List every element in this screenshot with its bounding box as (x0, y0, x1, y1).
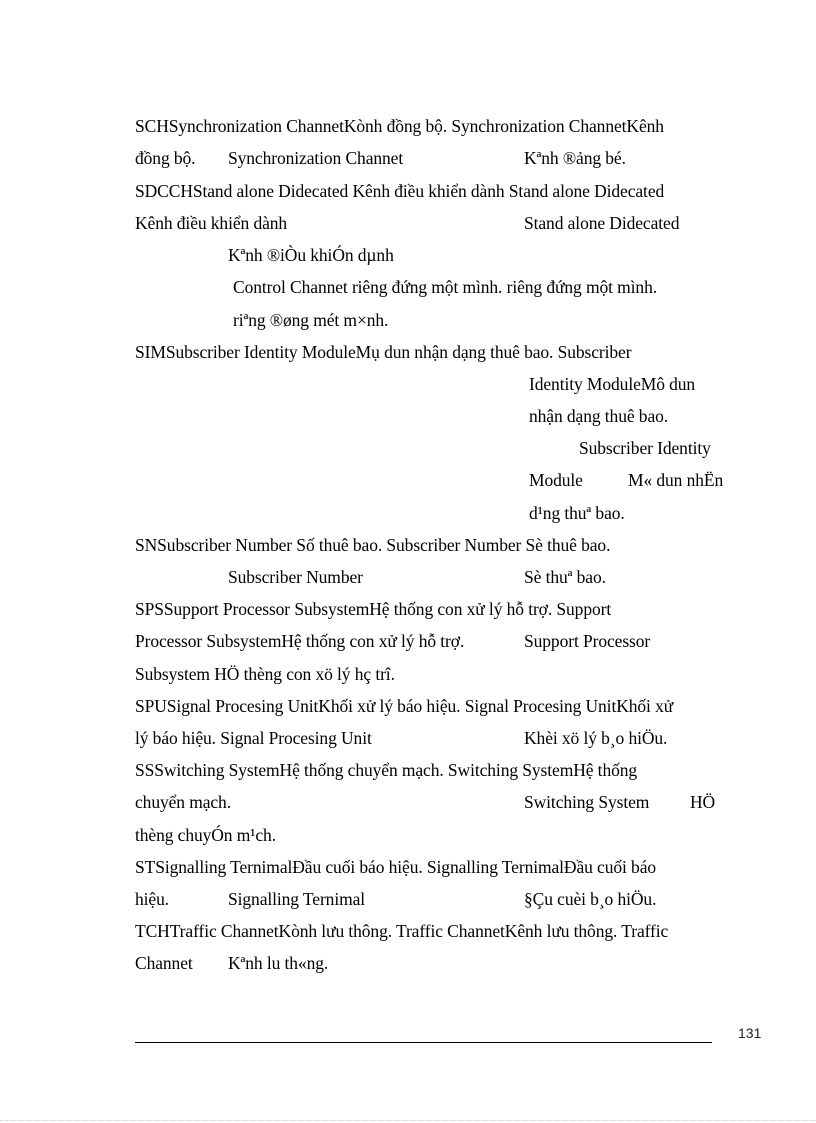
text-line: thèng chuyÓn m¹ch. (135, 825, 276, 845)
text-line: Switching System (524, 792, 650, 812)
text-line: M« dun nhËn (628, 470, 724, 490)
text-line: Subsystem HÖ thèng con xö lý hç trî. (135, 664, 395, 684)
text-line: TCHTraffic ChannetKònh lưu thông. Traffic ChannetKênh lưu thông. Traffic (135, 921, 669, 941)
text-line: Support Processor (524, 631, 651, 651)
text-line: SCHSynchronization ChannetKònh đồng bộ. Synchronization ChannetKênh (135, 116, 664, 136)
text-line: Synchronization Channet (228, 148, 404, 168)
text-line: SNSubscriber Number Số thuê bao. Subscriber Number Sè thuê bao. (135, 535, 611, 555)
page-bottom-border (0, 1120, 816, 1121)
text-line: nhận dạng thuê bao. (529, 406, 669, 426)
text-line: SPUSignal Procesing UnitKhối xử lý báo hiệu. Signal Procesing UnitKhối xử (135, 696, 674, 716)
text-line: Kªnh ®ảng bé. (524, 148, 626, 168)
text-line: SPSSupport Processor SubsystemHệ thống con xử lý hỗ trợ. Support (135, 599, 612, 619)
text-line: Channet (135, 953, 193, 973)
text-line: Khèi xö lý b¸o hiÖu. (524, 728, 668, 748)
text-line: HÖ (690, 792, 716, 812)
footer-rule (135, 1042, 712, 1043)
text-line: §Çu cuèi b¸o hiÖu. (524, 889, 657, 909)
text-line: SDCCHStand alone Didecated Kênh điều khiển dành Stand alone Didecated (135, 181, 665, 201)
text-line: Processor SubsystemHệ thống con xử lý hỗ trợ. (135, 631, 465, 651)
page-number: 131 (738, 1025, 762, 1041)
text-line: Module (529, 470, 583, 490)
text-line: Signalling Ternimal (228, 889, 366, 909)
text-line: Subscriber Identity (579, 438, 711, 458)
text-line: Sè thuª bao. (524, 567, 606, 587)
text-line: Identity ModuleMô dun (529, 374, 696, 394)
text-line: hiệu. (135, 889, 170, 909)
text-line: lý báo hiệu. Signal Procesing Unit (135, 728, 372, 748)
text-line: Kªnh ®iÒu khiÓn dµnh (228, 245, 394, 265)
text-line: Stand alone Didecated (524, 213, 680, 233)
text-line: SIMSubscriber Identity ModuleMụ dun nhận dạng thuê bao. Subscriber (135, 342, 632, 362)
text-line: Control Channet riêng đứng một mình. riêng đứng một mình. (233, 277, 657, 297)
text-line: chuyển mạch. (135, 792, 231, 812)
text-line: d¹ng thuª bao. (529, 503, 625, 523)
text-line: riªng ®øng mét m×nh. (233, 310, 389, 330)
text-line: đồng bộ. (135, 148, 196, 168)
text-line: SSSwitching SystemHệ thống chuyển mạch. Switching SystemHệ thống (135, 760, 638, 780)
text-line: Subscriber Number (228, 567, 363, 587)
text-line: STSignalling TernimalĐầu cuối báo hiệu. Signalling TernimalĐầu cuối báo (135, 857, 657, 877)
text-line: Kênh điều khiển dành (135, 213, 288, 233)
text-line: Kªnh lu th«ng. (228, 953, 329, 973)
